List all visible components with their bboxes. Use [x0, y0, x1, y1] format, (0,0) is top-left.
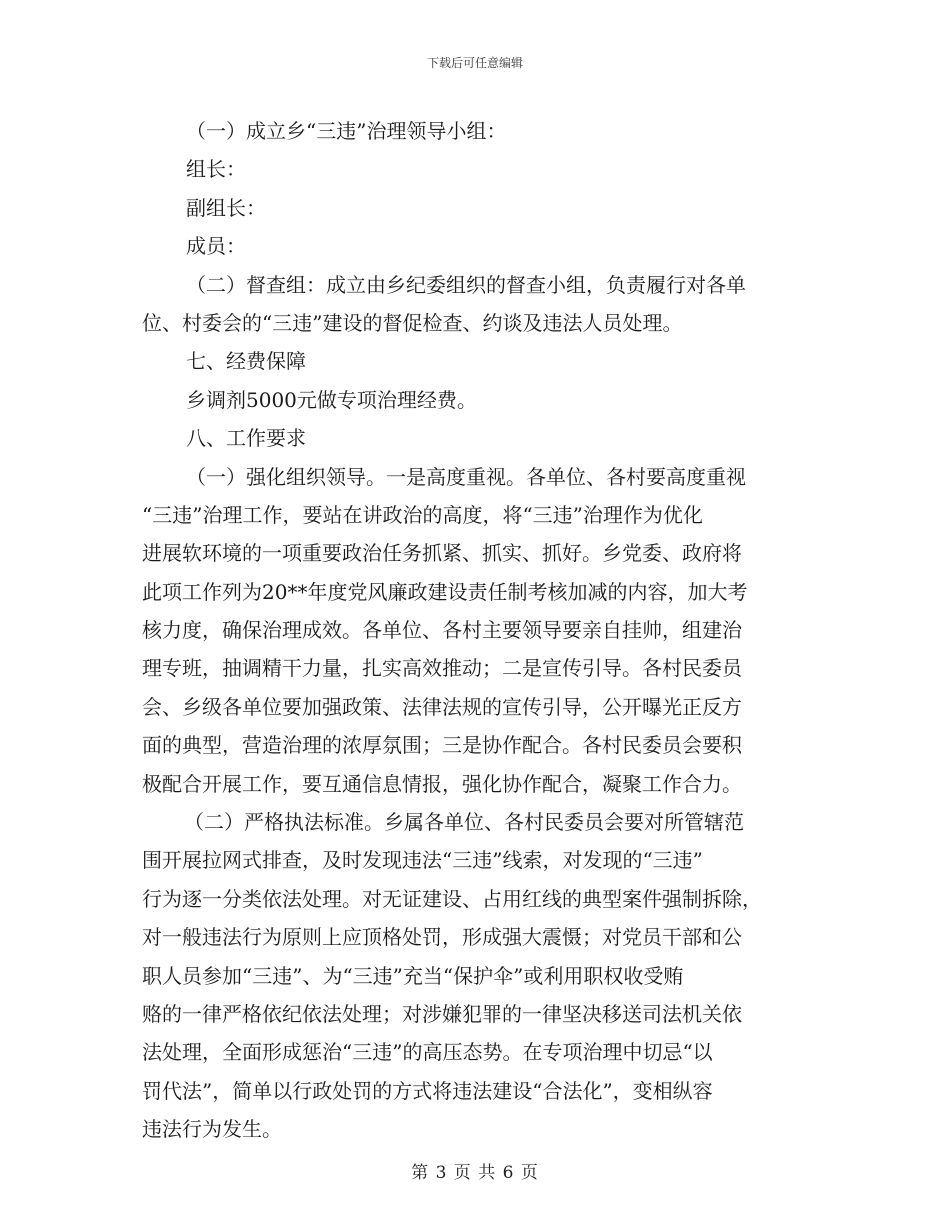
document-body [142, 112, 810, 1149]
section-heading-7 [142, 342, 810, 380]
text-line: 乡调剂5000元做专项治理经费。 [186, 387, 477, 412]
page-footer [0, 1158, 950, 1183]
text-line: 职人员参加“三违”、为“三违”充当“保护伞”或利用职权收受贿 [142, 963, 684, 988]
text-line: 违法行为发生。 [142, 1117, 282, 1142]
text-line: 成员： [186, 234, 246, 259]
text-line: 赂的一律严格依纪依法处理；对涉嫌犯罪的一律坚决移送司法机关依 [142, 1001, 742, 1026]
text-line: 罚代法”，简单以行政处罚的方式将违法建设“合法化”，变相纵容 [142, 1078, 713, 1103]
section-heading-8 [142, 419, 810, 457]
paragraph-3 [142, 189, 810, 227]
text-line: （二）严格执法标准。乡属各单位、各村民委员会要对所管辖范 [184, 810, 744, 835]
text-line: “三违”治理工作，要站在讲政治的高度，将“三违”治理作为优化 [142, 502, 703, 527]
paragraph-2 [142, 150, 810, 188]
text-line: 副组长： [186, 195, 266, 220]
text-line: 面的典型，营造治理的浓厚氛围；三是协作配合。各村民委员会要积 [142, 733, 742, 758]
text-line: 组长： [186, 157, 246, 182]
text-line: 围开展拉网式排查，及时发现违法“三违”线索，对发现的“三违” [142, 848, 703, 873]
text-line: 理专班，抽调精干力量，扎实高效推动；二是宣传引导。各村民委员 [142, 656, 742, 681]
text-line: 进展软环境的一项重要政治任务抓紧、抓实、抓好。乡党委、政府将 [142, 541, 742, 566]
page-header: 下载后可任意编辑 [426, 56, 523, 70]
text-line: 核力度，确保治理成效。各单位、各村主要领导要亲自挂帅，组建治 [142, 618, 742, 643]
text-line: 极配合开展工作，要互通信息情报，强化协作配合，凝聚工作合力。 [142, 771, 742, 796]
paragraph-7 [142, 381, 810, 419]
paragraph-10 [142, 803, 810, 1149]
text-line: （一）成立乡“三违”治理领导小组： [186, 119, 507, 143]
text-line: 位、村委会的“三违”建设的督促检查、约谈及违法人员处理。 [142, 310, 683, 335]
paragraph-1 [142, 112, 810, 150]
page-number: 第 3 页 共 6 页 [411, 1163, 539, 1183]
text-line: 八、工作要求 [186, 426, 306, 451]
text-line: 对一般违法行为原则上应顶格处罚，形成强大震慑；对党员干部和公 [142, 925, 742, 950]
paragraph-5 [142, 266, 810, 343]
text-line: 七、经费保障 [186, 349, 306, 374]
text-line: 法处理，全面形成惩治“三违”的高压态势。在专项治理中切忌“以 [142, 1040, 713, 1065]
text-line: 行为逐一分类依法处理。对无证建设、占用红线的典型案件强制拆除， [142, 886, 762, 911]
paragraph-4 [142, 227, 810, 265]
text-line: 此项工作列为20**年度党风廉政建设责任制考核加减的内容，加大考 [142, 579, 748, 604]
text-line: 会、乡级各单位要加强政策、法律法规的宣传引导，公开曝光正反方 [142, 694, 742, 719]
text-line: （二）督查组：成立由乡纪委组织的督查小组，负责履行对各单 [186, 272, 746, 297]
paragraph-9 [142, 458, 810, 804]
text-line: （一）强化组织领导。一是高度重视。各单位、各村要高度重视 [186, 464, 746, 489]
